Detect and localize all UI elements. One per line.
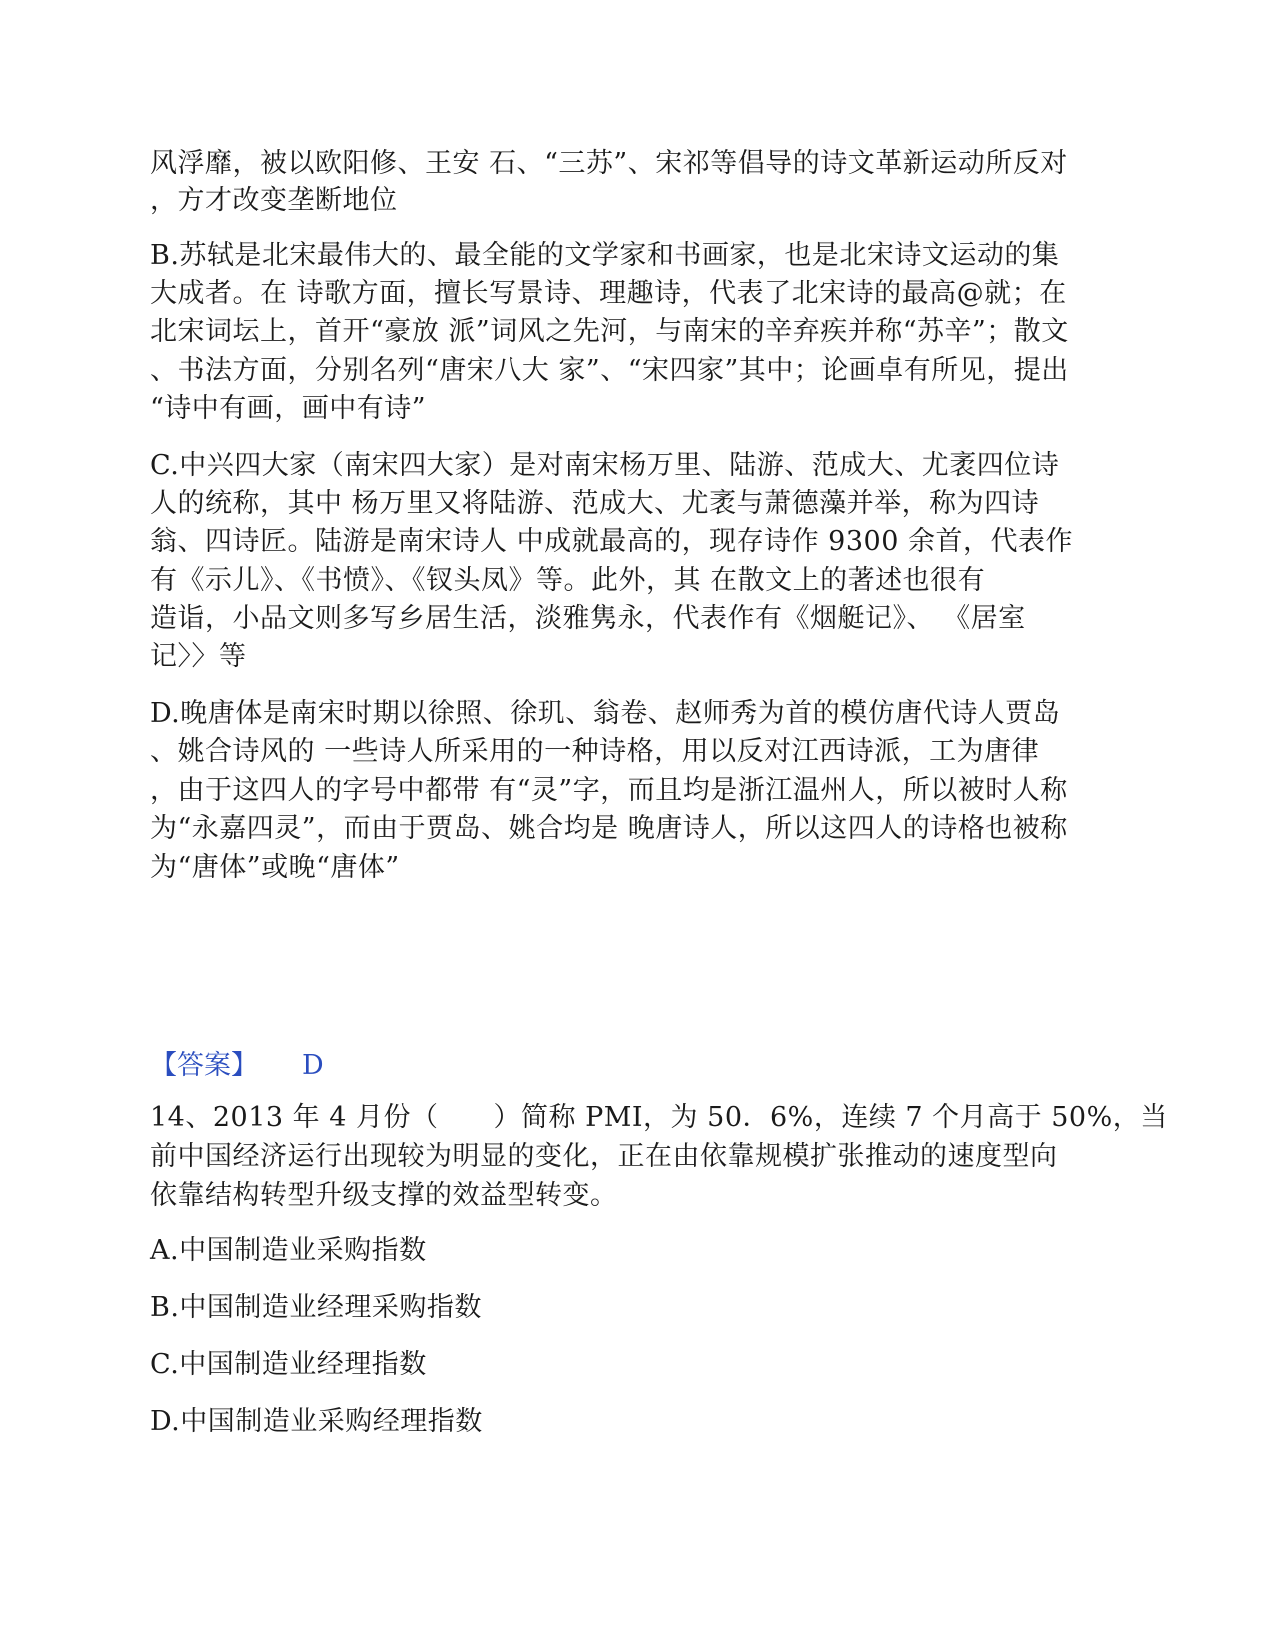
option-c-line-4: 有《示儿》、《书愤》、《钗头凤》等。此外，其 在散文上的著述也很有	[150, 565, 986, 596]
question-14-stem-line-3: 依靠结构转型升级支撑的效益型转变。	[150, 1180, 618, 1211]
answer-label: 【答案】	[150, 1050, 258, 1081]
option-c-line-3: 翁、四诗匠。陆游是南宋诗人 中成就最高的，现存诗作 9300 余首，代表作	[150, 526, 1073, 557]
option-b-line-2: 大成者。在 诗歌方面，擅长写景诗、理趣诗，代表了北宋诗的最高@就；在	[150, 278, 1067, 309]
question-14-stem-line-2: 前中国经济运行出现较为明显的变化，正在由依靠规模扩张推动的速度型向	[150, 1141, 1058, 1172]
option-c-line-5: 造诣，小品文则多写乡居生活，淡雅隽永，代表作有《烟艇记》、 《居室	[150, 603, 1026, 634]
question-14-option-a: A.中国制造业采购指数	[150, 1235, 427, 1266]
option-c-line-1: C.中兴四大家（南宋四大家）是对南宋杨万里、陆游、范成大、尤袤四位诗	[150, 450, 1060, 481]
option-b-line-5: “诗中有画，画中有诗”	[150, 393, 427, 424]
option-d-line-2: 、姚合诗风的 一些诗人所采用的一种诗格，用以反对江西诗派，工为唐律	[150, 736, 1040, 767]
passage-intro-line-1: 风浮靡，被以欧阳修、王安 石、“三苏”、宋祁等倡导的诗文革新运动所反对	[150, 148, 1068, 179]
option-b-line-1: B.苏轼是北宋最伟大的、最全能的文学家和书画家，也是北宋诗文运动的集	[150, 240, 1060, 271]
answer-value: D	[302, 1050, 324, 1081]
option-d-line-4: 为“永嘉四灵”，而由于贾岛、姚合均是 晚唐诗人，所以这四人的诗格也被称	[150, 813, 1068, 844]
option-b-line-4: 、书法方面，分别名列“唐宋八大 家”、“宋四家”其中；论画卓有所见，提出	[150, 355, 1069, 386]
option-c-line-6: 记〉〉等	[150, 641, 247, 672]
option-d-line-3: ，由于这四人的字号中都带 有“灵”字，而且均是浙江温州人，所以被时人称	[150, 775, 1068, 806]
question-14-option-d: D.中国制造业采购经理指数	[150, 1406, 483, 1437]
question-14-option-b: B.中国制造业经理采购指数	[150, 1292, 482, 1323]
answer-row	[150, 1048, 324, 1084]
passage-intro-line-2: ，方才改变垄断地位	[150, 185, 398, 216]
option-d-line-5: 为“唐体”或晚“唐体”	[150, 852, 400, 883]
question-14-stem-line-1: 14、2013 年 4 月份（ ）简称 PMI，为 50．6%，连续 7 个月高于 50%，当	[150, 1102, 1168, 1133]
option-b-line-3: 北宋词坛上，首开“豪放 派”词风之先河，与南宋的辛弃疾并称“苏辛”；散文	[150, 316, 1069, 347]
option-c-line-2: 人的统称，其中 杨万里又将陆游、范成大、尤袤与萧德藻并举，称为四诗	[150, 488, 1040, 519]
question-14-option-c: C.中国制造业经理指数	[150, 1349, 427, 1380]
option-d-line-1: D.晚唐体是南宋时期以徐照、徐玑、翁卷、赵师秀为首的模仿唐代诗人贾岛	[150, 698, 1061, 729]
